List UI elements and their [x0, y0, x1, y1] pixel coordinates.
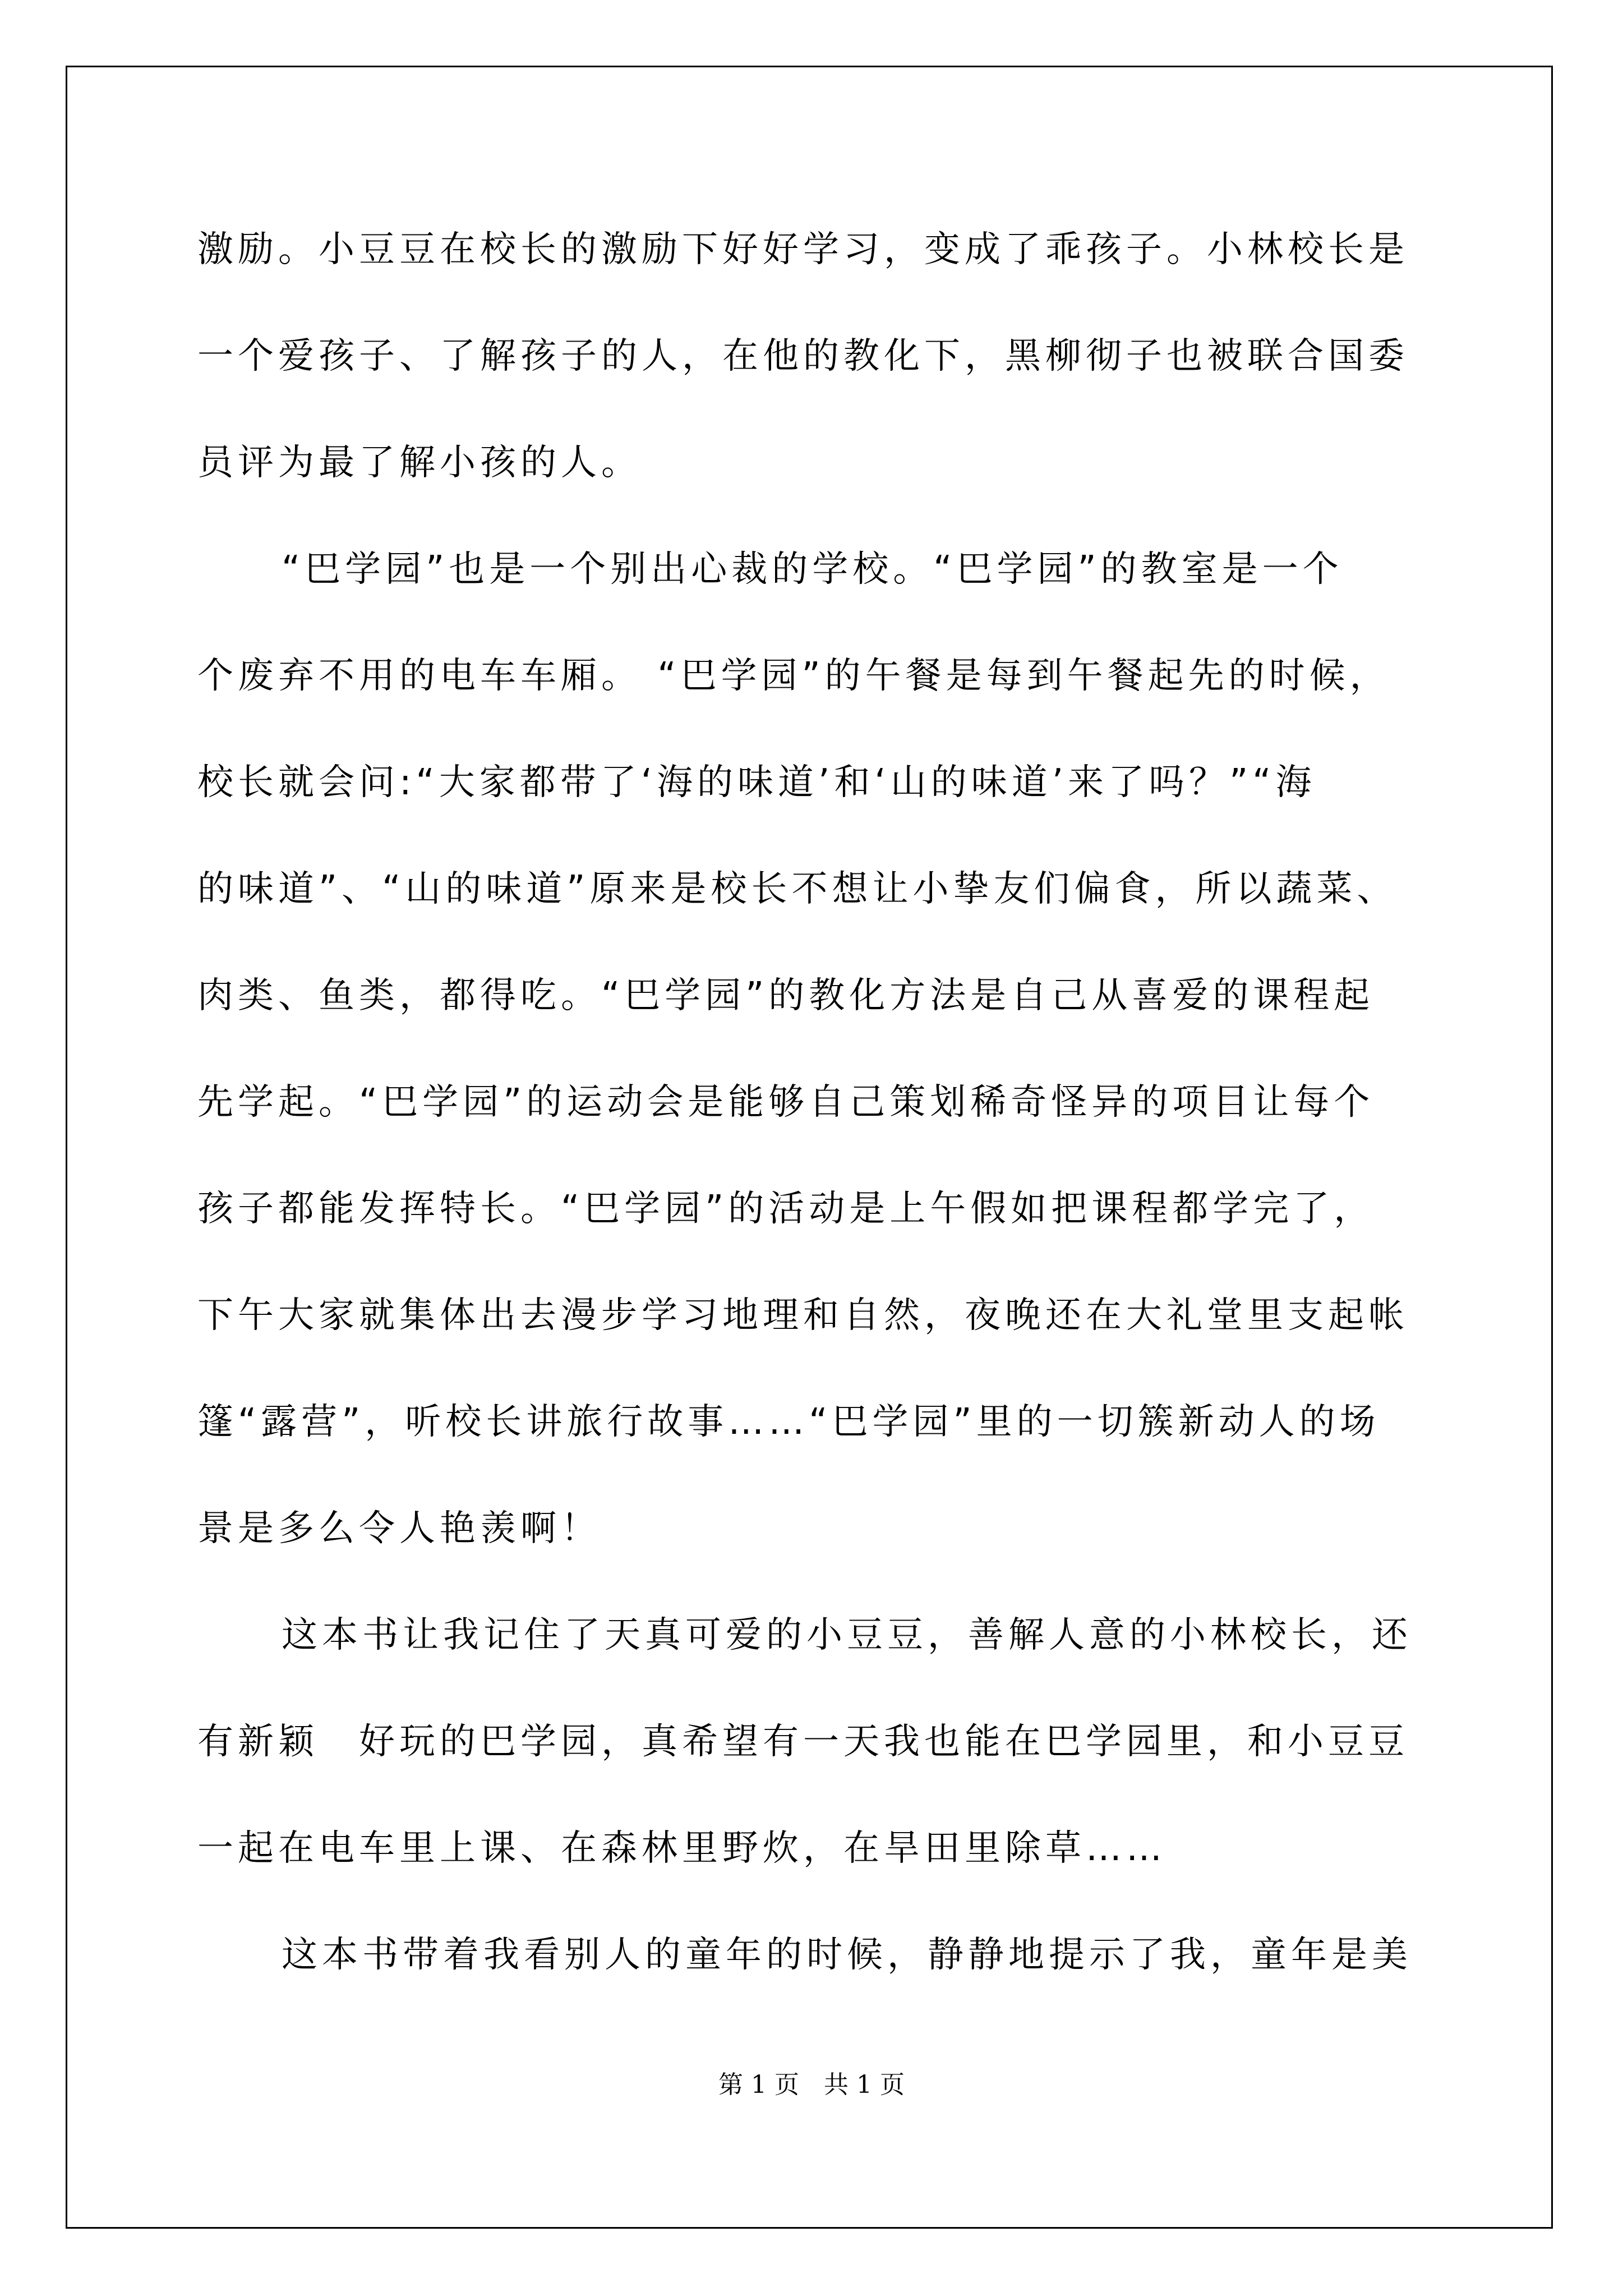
text-line: 景是多么令人艳羡啊！ — [197, 1508, 601, 1549]
text-line: 篷“露营”，听校长讲旅行故事……“巴学园”里的一切簇新动人的场 — [197, 1401, 1380, 1443]
text-line: 肉类、鱼类，都得吃。“巴学园”的教化方法是自己从喜爱的课程起 — [197, 975, 1375, 1016]
text-line: 下午大家就集体出去漫步学习地理和自然，夜晚还在大礼堂里支起帐 — [197, 1295, 1409, 1336]
text-line: 这本书带着我看别人的童年的时候，静静地提示了我，童年是美 — [282, 1934, 1412, 1976]
text-line: 一个爱孩子、了解孩子的人，在他的教化下，黑柳彻子也被联合国委 — [197, 335, 1409, 377]
text-line: 个废弃不用的电车车厢。 “巴学园”的午餐是每到午餐起先的时候， — [197, 655, 1390, 697]
text-line: 员评为最了解小孩的人。 — [197, 442, 642, 484]
page-number-footer: 第 1 页 共 1 页 — [718, 2070, 905, 2099]
text-line: 一起在电车里上课、在森林里野炊，在旱田里除草…… — [197, 1828, 1166, 1869]
text-line: 有新颖 好玩的巴学园，真希望有一天我也能在巴学园里，和小豆豆 — [197, 1721, 1409, 1763]
document-body — [197, 213, 1487, 2025]
text-line: 孩子都能发挥特长。“巴学园”的活动是上午假如把课程都学完了， — [197, 1188, 1375, 1230]
text-line: 的味道”、“山的味道”原来是校长不想让小挚友们偏食，所以蔬菜、 — [197, 868, 1398, 910]
text-line: “巴学园”也是一个别出心裁的学校。“巴学园”的教室是一个 — [282, 549, 1343, 590]
text-line: 先学起。“巴学园”的运动会是能够自己策划稀奇怪异的项目让每个 — [197, 1082, 1375, 1123]
text-line: 这本书让我记住了天真可爱的小豆豆，善解人意的小林校长，还 — [282, 1614, 1412, 1656]
text-line: 校长就会问:“大家都带了‘海的味道’和‘山的味道’来了吗？”“海 — [197, 762, 1316, 803]
text-line: 激励。小豆豆在校长的激励下好好学习，变成了乖孩子。小林校长是 — [197, 229, 1409, 270]
